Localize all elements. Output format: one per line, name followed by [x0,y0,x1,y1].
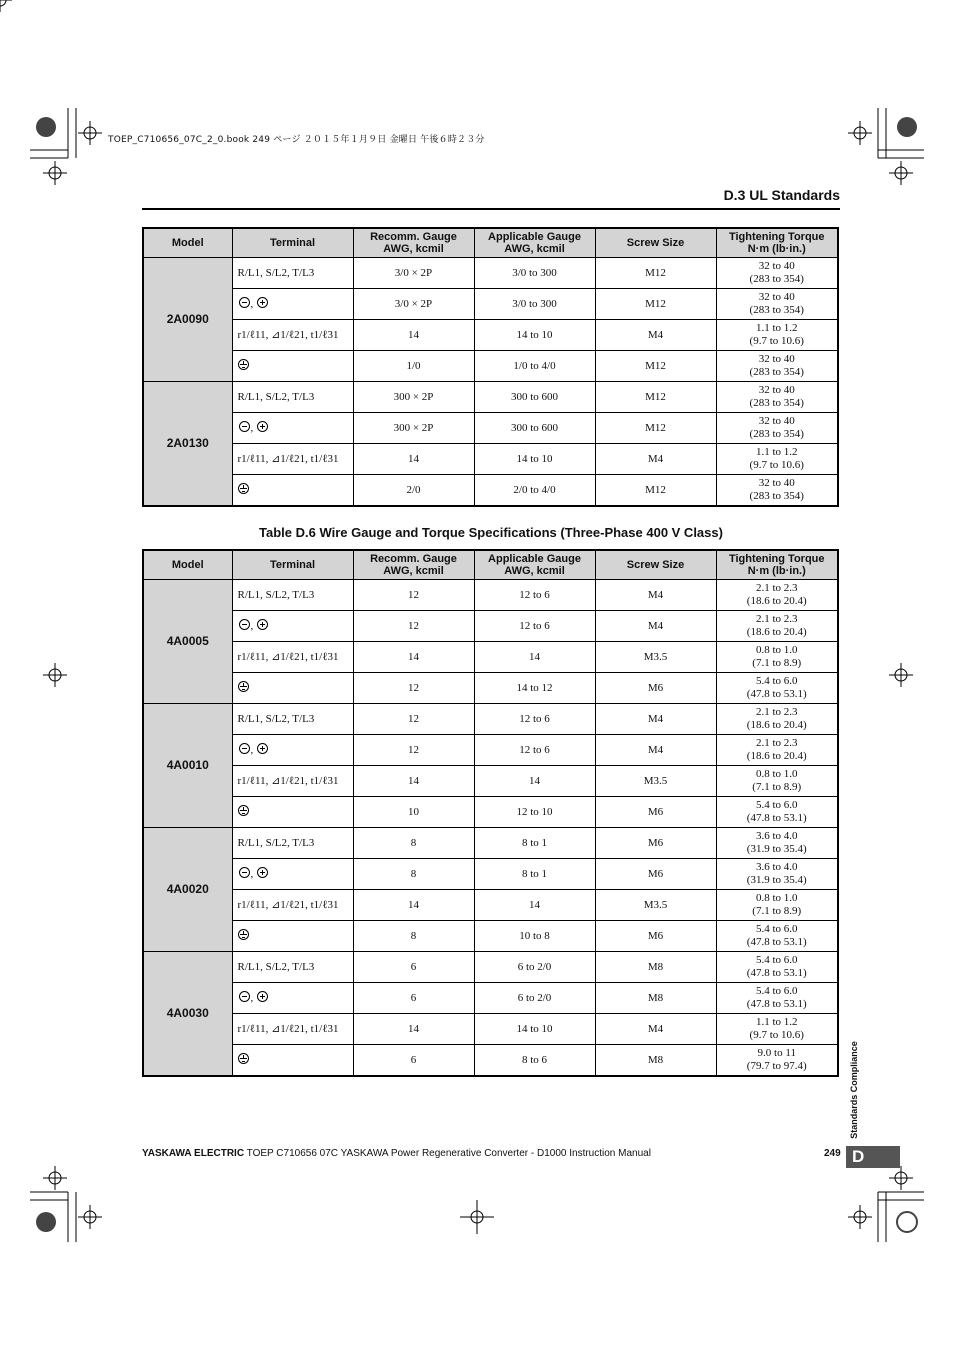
recomm-gauge-cell: 14 [353,444,474,475]
recomm-gauge-cell: 3/0 × 2P [353,289,474,320]
recomm-gauge-cell: 14 [353,1014,474,1045]
table-row [143,475,838,507]
recomm-gauge-cell: 8 [353,859,474,890]
torque-lbin: (283 to 354) [749,366,804,378]
table-row [143,611,838,642]
torque-cell [716,258,838,289]
applicable-gauge-cell: 1/0 to 4/0 [474,351,595,382]
applicable-gauge-cell: 8 to 1 [474,828,595,859]
torque-lbin: (47.8 to 53.1) [746,967,807,979]
torque-cell [716,735,838,766]
screw-size-cell: M4 [595,1014,716,1045]
model-cell: 4A0020 [143,828,232,952]
recomm-gauge-cell: 14 [353,642,474,673]
terminal-text: r1/ℓ11, ⊿1/ℓ21, t1/ℓ31 [237,774,339,787]
terminal-cell [232,475,353,507]
ground-icon [238,359,249,370]
torque-lbin: (47.8 to 53.1) [746,936,807,948]
terminal-cell [232,258,353,289]
torque-lbin: (283 to 354) [749,397,804,409]
screw-size-cell: M3.5 [595,642,716,673]
terminal-cell [232,921,353,952]
screw-size-cell: M12 [595,413,716,444]
applicable-gauge-cell: 300 to 600 [474,413,595,444]
screw-size-cell: M6 [595,859,716,890]
terminal-text: R/L1, S/L2, T/L3 [237,836,315,849]
table-row [143,983,838,1014]
col-terminal: Terminal [232,550,353,580]
recomm-gauge-cell: 12 [353,580,474,611]
applicable-gauge-cell: 14 to 10 [474,320,595,351]
torque-cell [716,890,838,921]
dc-plus-icon [257,867,268,878]
col-torque: Tightening Torque N·m (lb·in.) [716,550,838,580]
torque-cell [716,1014,838,1045]
applicable-gauge-cell: 14 [474,890,595,921]
torque-cell [716,444,838,475]
model-cell: 2A0090 [143,258,232,382]
screw-size-cell: M8 [595,983,716,1014]
torque-lbin: (47.8 to 53.1) [746,998,807,1010]
terminal-cell [232,351,353,382]
terminal-cell [232,580,353,611]
recomm-gauge-cell: 2/0 [353,475,474,507]
model-cell: 4A0030 [143,952,232,1077]
screw-size-cell: M4 [595,580,716,611]
terminal-text: R/L1, S/L2, T/L3 [237,588,315,601]
torque-lbin: (7.1 to 8.9) [752,657,802,669]
screw-size-cell: M12 [595,382,716,413]
recomm-gauge-cell: 12 [353,673,474,704]
torque-nm: 2.1 to 2.3 [755,613,798,625]
recomm-gauge-cell: 14 [353,766,474,797]
applicable-gauge-cell: 8 to 1 [474,859,595,890]
table-row [143,828,838,859]
table-row [143,580,838,611]
table-body [143,258,838,507]
spec-table-400v [142,549,839,1077]
table-row [143,1014,838,1045]
terminal-cell [232,983,353,1014]
torque-nm: 1.1 to 1.2 [755,1016,798,1028]
applicable-gauge-cell: 300 to 600 [474,382,595,413]
screw-size-cell: M4 [595,444,716,475]
ground-icon [238,681,249,692]
dc-plus-icon [257,297,268,308]
terminal-cell [232,444,353,475]
dc-minus-icon [239,867,250,878]
table-row [143,382,838,413]
torque-lbin: (47.8 to 53.1) [746,688,807,700]
applicable-gauge-cell: 14 to 12 [474,673,595,704]
torque-lbin: (283 to 354) [749,490,804,502]
table-row [143,351,838,382]
applicable-gauge-cell: 3/0 to 300 [474,289,595,320]
torque-nm: 32 to 40 [758,260,795,272]
terminal-cell [232,890,353,921]
screw-size-cell: M12 [595,475,716,507]
applicable-gauge-cell: 8 to 6 [474,1045,595,1077]
applicable-gauge-cell: 6 to 2/0 [474,983,595,1014]
terminal-cell [232,382,353,413]
col-screw: Screw Size [595,550,716,580]
table-row [143,921,838,952]
dc-plus-icon [257,743,268,754]
footer-brand: YASKAWA ELECTRIC [142,1148,245,1159]
terminal-cell [232,735,353,766]
model-cell: 4A0010 [143,704,232,828]
torque-cell [716,797,838,828]
torque-nm: 9.0 to 11 [757,1047,796,1059]
applicable-gauge-cell: 10 to 8 [474,921,595,952]
torque-cell [716,475,838,507]
page-number: 249 [824,1148,841,1159]
recomm-gauge-cell: 6 [353,1045,474,1077]
terminal-cell [232,1014,353,1045]
terminal-text: r1/ℓ11, ⊿1/ℓ21, t1/ℓ31 [237,898,339,911]
torque-nm: 5.4 to 6.0 [755,954,798,966]
col-recomm: Recomm. Gauge AWG, kcmil [353,550,474,580]
torque-lbin: (18.6 to 20.4) [746,595,807,607]
model-cell: 4A0005 [143,580,232,704]
torque-nm: 3.6 to 4.0 [755,830,798,842]
dc-minus-icon [239,991,250,1002]
col-recomm: Recomm. Gauge AWG, kcmil [353,228,474,258]
recomm-gauge-cell: 300 × 2P [353,382,474,413]
screw-size-cell: M4 [595,735,716,766]
applicable-gauge-cell: 14 to 10 [474,444,595,475]
torque-cell [716,382,838,413]
torque-lbin: (18.6 to 20.4) [746,626,807,638]
dc-plus-icon [257,991,268,1002]
terminal-separator: , [250,422,256,434]
col-applicable: Applicable Gauge AWG, kcmil [474,550,595,580]
recomm-gauge-cell: 12 [353,611,474,642]
applicable-gauge-cell: 2/0 to 4/0 [474,475,595,507]
torque-lbin: (18.6 to 20.4) [746,719,807,731]
applicable-gauge-cell: 14 to 10 [474,1014,595,1045]
table-row [143,1045,838,1077]
torque-cell [716,828,838,859]
col-torque: Tightening Torque N·m (lb·in.) [716,228,838,258]
section-title: D.3 UL Standards [723,187,840,203]
torque-cell [716,320,838,351]
torque-lbin: (283 to 354) [749,428,804,440]
terminal-cell [232,859,353,890]
torque-cell [716,859,838,890]
table-row [143,673,838,704]
torque-nm: 1.1 to 1.2 [755,322,798,334]
ground-icon [238,929,249,940]
screw-size-cell: M6 [595,673,716,704]
terminal-cell [232,828,353,859]
torque-cell [716,642,838,673]
torque-cell [716,611,838,642]
terminal-cell [232,320,353,351]
torque-nm: 32 to 40 [758,291,795,303]
table-row [143,258,838,289]
table-row [143,766,838,797]
torque-nm: 32 to 40 [758,415,795,427]
screw-size-cell: M6 [595,797,716,828]
terminal-cell [232,952,353,983]
applicable-gauge-cell: 12 to 6 [474,580,595,611]
terminal-text: r1/ℓ11, ⊿1/ℓ21, t1/ℓ31 [237,452,339,465]
footer-text: TOEP C710656 07C YASKAWA Power Regenerative Converter - D1000 Instruction Manual [244,1148,651,1159]
screw-size-cell: M4 [595,320,716,351]
terminal-cell [232,611,353,642]
torque-cell [716,673,838,704]
screw-size-cell: M6 [595,828,716,859]
torque-nm: 1.1 to 1.2 [755,446,798,458]
recomm-gauge-cell: 3/0 × 2P [353,258,474,289]
recomm-gauge-cell: 8 [353,921,474,952]
screw-size-cell: M12 [595,351,716,382]
applicable-gauge-cell: 14 [474,766,595,797]
torque-lbin: (47.8 to 53.1) [746,812,807,824]
dc-minus-icon [239,421,250,432]
torque-lbin: (9.7 to 10.6) [749,335,804,347]
torque-nm: 5.4 to 6.0 [755,675,798,687]
screw-size-cell: M3.5 [595,890,716,921]
dc-minus-icon [239,297,250,308]
terminal-separator: , [250,620,256,632]
torque-nm: 32 to 40 [758,384,795,396]
torque-nm: 5.4 to 6.0 [755,923,798,935]
recomm-gauge-cell: 6 [353,952,474,983]
screw-size-cell: M12 [595,258,716,289]
torque-nm: 3.6 to 4.0 [755,861,798,873]
torque-nm: 5.4 to 6.0 [755,985,798,997]
torque-lbin: (31.9 to 35.4) [746,874,807,886]
table-row [143,289,838,320]
recomm-gauge-cell: 12 [353,704,474,735]
col-applicable: Applicable Gauge AWG, kcmil [474,228,595,258]
recomm-gauge-cell: 12 [353,735,474,766]
ground-icon [238,483,249,494]
header-rule [142,208,840,210]
chapter-tab: D [846,1146,900,1168]
screw-size-cell: M3.5 [595,766,716,797]
terminal-cell [232,704,353,735]
screw-size-cell: M6 [595,921,716,952]
screw-size-cell: M8 [595,952,716,983]
recomm-gauge-cell: 6 [353,983,474,1014]
recomm-gauge-cell: 8 [353,828,474,859]
torque-lbin: (283 to 354) [749,304,804,316]
torque-cell [716,921,838,952]
torque-cell [716,952,838,983]
col-model: Model [143,550,232,580]
spec-table-200v [142,227,839,507]
col-terminal: Terminal [232,228,353,258]
torque-lbin: (79.7 to 97.4) [746,1060,807,1072]
torque-lbin: (9.7 to 10.6) [749,459,804,471]
torque-nm: 5.4 to 6.0 [755,799,798,811]
torque-lbin: (283 to 354) [749,273,804,285]
torque-lbin: (9.7 to 10.6) [749,1029,804,1041]
screw-size-cell: M4 [595,611,716,642]
table-row [143,413,838,444]
dc-minus-icon [239,619,250,630]
table-row [143,890,838,921]
model-cell: 2A0130 [143,382,232,507]
torque-cell [716,983,838,1014]
terminal-separator: , [250,298,256,310]
table-header-row [143,228,838,258]
terminal-text: R/L1, S/L2, T/L3 [237,266,315,279]
table-row [143,642,838,673]
torque-lbin: (18.6 to 20.4) [746,750,807,762]
applicable-gauge-cell: 14 [474,642,595,673]
terminal-cell [232,797,353,828]
col-model: Model [143,228,232,258]
terminal-text: R/L1, S/L2, T/L3 [237,390,315,403]
table-body [143,580,838,1077]
applicable-gauge-cell: 12 to 10 [474,797,595,828]
recomm-gauge-cell: 14 [353,320,474,351]
torque-nm: 32 to 40 [758,353,795,365]
recomm-gauge-cell: 300 × 2P [353,413,474,444]
applicable-gauge-cell: 12 to 6 [474,704,595,735]
torque-cell [716,766,838,797]
col-screw: Screw Size [595,228,716,258]
terminal-text: r1/ℓ11, ⊿1/ℓ21, t1/ℓ31 [237,650,339,663]
recomm-gauge-cell: 1/0 [353,351,474,382]
table-row [143,797,838,828]
table-header-row [143,550,838,580]
terminal-text: R/L1, S/L2, T/L3 [237,960,315,973]
table-row [143,859,838,890]
footer [142,1148,651,1159]
torque-nm: 2.1 to 2.3 [755,582,798,594]
terminal-separator: , [250,868,256,880]
torque-nm: 2.1 to 2.3 [755,737,798,749]
torque-cell [716,413,838,444]
terminal-cell [232,673,353,704]
table-row [143,444,838,475]
torque-nm: 0.8 to 1.0 [755,892,798,904]
table-row [143,704,838,735]
terminal-cell [232,413,353,444]
applicable-gauge-cell: 6 to 2/0 [474,952,595,983]
terminal-separator: , [250,992,256,1004]
torque-nm: 0.8 to 1.0 [755,644,798,656]
side-tab-label: Standards Compliance [849,1041,859,1139]
terminal-cell [232,289,353,320]
applicable-gauge-cell: 12 to 6 [474,611,595,642]
screw-size-cell: M12 [595,289,716,320]
terminal-separator: , [250,744,256,756]
dc-plus-icon [257,421,268,432]
terminal-text: R/L1, S/L2, T/L3 [237,712,315,725]
torque-lbin: (31.9 to 35.4) [746,843,807,855]
torque-cell [716,289,838,320]
ground-icon [238,1053,249,1064]
torque-cell [716,1045,838,1077]
torque-cell [716,704,838,735]
terminal-cell [232,1045,353,1077]
torque-cell [716,351,838,382]
screw-size-cell: M8 [595,1045,716,1077]
recomm-gauge-cell: 14 [353,890,474,921]
terminal-text: r1/ℓ11, ⊿1/ℓ21, t1/ℓ31 [237,328,339,341]
dc-minus-icon [239,743,250,754]
table-row [143,952,838,983]
terminal-text: r1/ℓ11, ⊿1/ℓ21, t1/ℓ31 [237,1022,339,1035]
dc-plus-icon [257,619,268,630]
table-row [143,735,838,766]
table-row [143,320,838,351]
recomm-gauge-cell: 10 [353,797,474,828]
torque-nm: 0.8 to 1.0 [755,768,798,780]
applicable-gauge-cell: 3/0 to 300 [474,258,595,289]
torque-lbin: (7.1 to 8.9) [752,781,802,793]
torque-nm: 32 to 40 [758,477,795,489]
applicable-gauge-cell: 12 to 6 [474,735,595,766]
terminal-cell [232,642,353,673]
table-caption: Table D.6 Wire Gauge and Torque Specifications (Three-Phase 400 V Class) [259,525,723,540]
screw-size-cell: M4 [595,704,716,735]
torque-lbin: (7.1 to 8.9) [752,905,802,917]
terminal-cell [232,766,353,797]
ground-icon [238,805,249,816]
file-info-line: TOEP_C710656_07C_2_0.book 249 ページ ２０１５年１月９日 金曜日 午後６時２３分 [108,135,485,145]
torque-nm: 2.1 to 2.3 [755,706,798,718]
torque-cell [716,580,838,611]
